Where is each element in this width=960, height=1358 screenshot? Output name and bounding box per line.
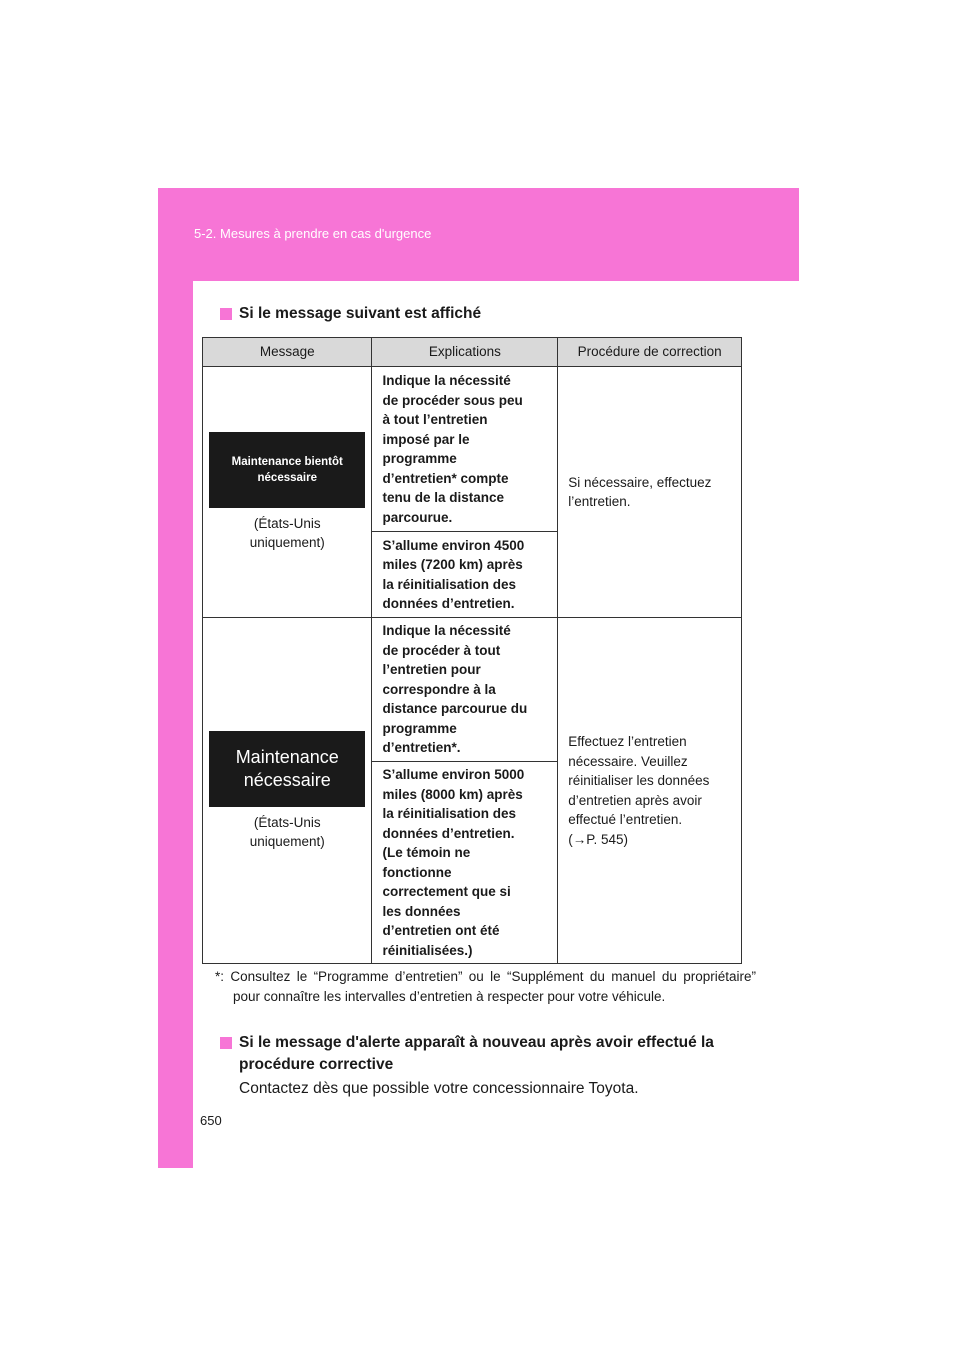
square-bullet-icon	[220, 1037, 232, 1049]
explanation-line: S’allume environ 4500	[382, 537, 525, 553]
procedure-cell	[558, 618, 742, 964]
section-title: 5-2. Mesures à prendre en cas d'urgence	[194, 226, 432, 241]
explanation-line: correctement que si	[382, 884, 511, 899]
region-note-line: (États-Unis	[253, 814, 321, 830]
explanation-line: (Le témoin ne	[382, 845, 471, 860]
message-table	[202, 337, 742, 964]
explanation-cell	[372, 618, 558, 762]
explanation-cell	[372, 367, 558, 532]
page-reference-link[interactable]: (→P. 545)	[568, 831, 629, 847]
explanation-line: imposé par le	[382, 431, 470, 447]
explanation-line: d’entretien*.	[382, 740, 461, 756]
section-heading-text: Si le message d'alerte apparaît à nouveau après avoir effectué la procédure corrective	[239, 1034, 714, 1073]
explanation-line: les données	[382, 903, 461, 919]
table-row	[203, 618, 742, 762]
explanation-line: parcourue.	[382, 509, 453, 525]
procedure-line: l’entretien.	[568, 494, 631, 509]
section-heading	[220, 1032, 740, 1076]
page-number: 650	[200, 1113, 222, 1128]
procedure-cell	[558, 367, 742, 618]
region-note-line: uniquement)	[249, 535, 325, 550]
explanation-line: S’allume environ 5000	[382, 767, 525, 782]
explanation-line: programme	[382, 451, 457, 466]
explanation-cell	[372, 762, 558, 964]
procedure-line: nécessaire. Veuillez	[568, 753, 688, 769]
explanation-line: fonctionne	[382, 864, 452, 880]
explanation-line: données d’entretien.	[382, 596, 515, 611]
region-note	[203, 514, 371, 552]
region-note	[203, 813, 371, 851]
message-cell	[203, 367, 372, 618]
explanation-line: distance parcourue du	[382, 701, 528, 717]
chapter-header-band	[158, 188, 799, 281]
column-header-procedure: Procédure de correction	[558, 338, 742, 367]
procedure-line: Effectuez l’entretien	[568, 734, 687, 749]
procedure-line: réinitialiser les données	[568, 773, 710, 788]
display-screen-image	[209, 731, 365, 807]
explanation-line: à tout l’entretien	[382, 412, 488, 427]
explanation-cell	[372, 532, 558, 618]
explanation-line: miles (8000 km) après	[382, 786, 523, 802]
screen-text-line: Maintenance bientôt	[231, 456, 343, 468]
message-cell	[203, 618, 372, 964]
footnote: *: Consultez le “Programme d’entretien” ou le “Supplément du manuel du propriétaire” pour connaître les intervalles d’entretien à respecter pour votre véhicule.	[215, 969, 756, 1004]
explanation-line: miles (7200 km) après	[382, 557, 523, 572]
explanation-line: la réinitialisation des	[382, 806, 517, 821]
explanation-line: d’entretien* compte	[382, 470, 509, 486]
table-row	[203, 367, 742, 532]
explanation-line: Indique la nécessité	[382, 623, 511, 639]
explanation-line: programme	[382, 720, 457, 736]
explanation-line: données d’entretien.	[382, 825, 515, 841]
screen-text-line: nécessaire	[243, 769, 331, 790]
column-header-explications: Explications	[372, 338, 558, 367]
column-header-message: Message	[203, 338, 372, 367]
section-heading	[220, 303, 740, 325]
explanation-line: Indique la nécessité	[382, 373, 511, 388]
side-margin-bar	[158, 281, 193, 1168]
explanation-line: de procéder sous peu	[382, 392, 523, 408]
procedure-line: Si nécessaire, effectuez	[568, 474, 712, 490]
explanation-line: tenu de la distance	[382, 490, 505, 505]
square-bullet-icon	[220, 308, 232, 320]
region-note-line: (États-Unis	[253, 516, 321, 531]
table-header-row	[203, 338, 742, 367]
body-paragraph: Contactez dès que possible votre concessionnaire Toyota.	[239, 1080, 639, 1097]
explanation-line: de procéder à tout	[382, 642, 501, 658]
explanation-line: d’entretien ont été	[382, 923, 500, 938]
procedure-line: d’entretien après avoir	[568, 792, 702, 808]
display-screen-image	[209, 432, 365, 508]
explanation-line: l’entretien pour	[382, 662, 481, 678]
screen-text-line: Maintenance	[235, 746, 339, 767]
explanation-line: la réinitialisation des	[382, 576, 517, 592]
explanation-line: réinitialisées.)	[382, 942, 473, 958]
region-note-line: uniquement)	[249, 833, 325, 849]
explanation-line: correspondre à la	[382, 681, 496, 697]
procedure-line: effectué l’entretien.	[568, 812, 683, 827]
screen-text-line: nécessaire	[257, 472, 317, 484]
section-heading-text: Si le message suivant est affiché	[239, 305, 482, 322]
